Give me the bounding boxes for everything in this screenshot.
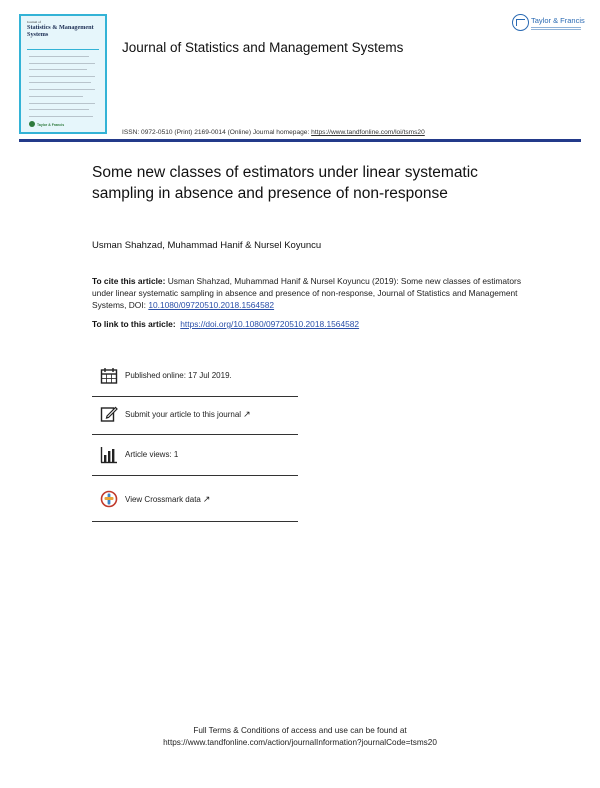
- crossmark-row[interactable]: [92, 490, 298, 520]
- external-link-icon: ↗: [202, 494, 211, 504]
- journal-cover-image: [19, 14, 107, 134]
- article-doi-url-link[interactable]: https://doi.org/10.1080/09720510.2018.1564582: [180, 319, 360, 329]
- bar-chart-icon: [100, 446, 118, 464]
- article-title: Some new classes of estimators under linear systematic sampling in absence and presence of non-response: [92, 164, 478, 202]
- article-authors: Usman Shahzad, Muhammad Hanif & Nursel Koyuncu: [92, 240, 322, 251]
- article-views-text: Article views: 1: [125, 450, 179, 459]
- footer-terms-link[interactable]: https://www.tandfonline.com/action/journalInformation?journalCode=tsms20: [163, 738, 437, 747]
- article-views-row: [92, 446, 298, 476]
- publisher-logo-text: Taylor & Francis: [531, 16, 585, 25]
- publisher-logo: [512, 14, 584, 38]
- cover-title: Statistics & Management Systems: [27, 24, 94, 38]
- crossmark-icon: [100, 490, 118, 508]
- calendar-icon: [100, 367, 118, 385]
- view-crossmark-link[interactable]: View Crossmark data ↗: [125, 494, 211, 504]
- cover-publisher-logo-icon: [29, 121, 35, 127]
- publisher-logo-icon: [512, 14, 529, 31]
- edit-icon: [100, 405, 118, 423]
- header-divider: [19, 139, 581, 142]
- cover-small-label: Journal of: [27, 20, 42, 24]
- article-link-label: To link to this article:: [92, 319, 176, 329]
- issn-text: ISSN: 0972-0510 (Print) 2169-0014 (Online) Journal homepage:: [122, 129, 310, 136]
- article-link-row: [92, 319, 359, 329]
- external-link-icon: ↗: [243, 409, 251, 419]
- citation-text: Usman Shahzad, Muhammad Hanif & Nursel Koyuncu (2019): Some new classes of estimators under linear systematic sampling in absence and presence of non-response, Journal of Statistics and Management Systems, DOI:: [92, 276, 522, 310]
- citation-label: To cite this article:: [92, 276, 166, 286]
- cover-publisher-mark: Taylor & Francis: [37, 123, 65, 127]
- published-online-row: [92, 367, 298, 397]
- footer: [0, 725, 600, 749]
- submit-article-link[interactable]: Submit your article to this journal ↗: [125, 409, 251, 419]
- published-online-text: Published online: 17 Jul 2019.: [125, 371, 232, 380]
- footer-terms-text: Full Terms & Conditions of access and use can be found at: [193, 726, 407, 735]
- issn-line: [122, 129, 425, 136]
- citation-doi-link[interactable]: 10.1080/09720510.2018.1564582: [148, 300, 275, 310]
- submit-article-row[interactable]: [92, 405, 298, 435]
- citation-block: [92, 275, 522, 311]
- journal-name: Journal of Statistics and Management Systems: [122, 40, 404, 55]
- journal-homepage-link[interactable]: https://www.tandfonline.com/loi/tsms20: [311, 129, 425, 136]
